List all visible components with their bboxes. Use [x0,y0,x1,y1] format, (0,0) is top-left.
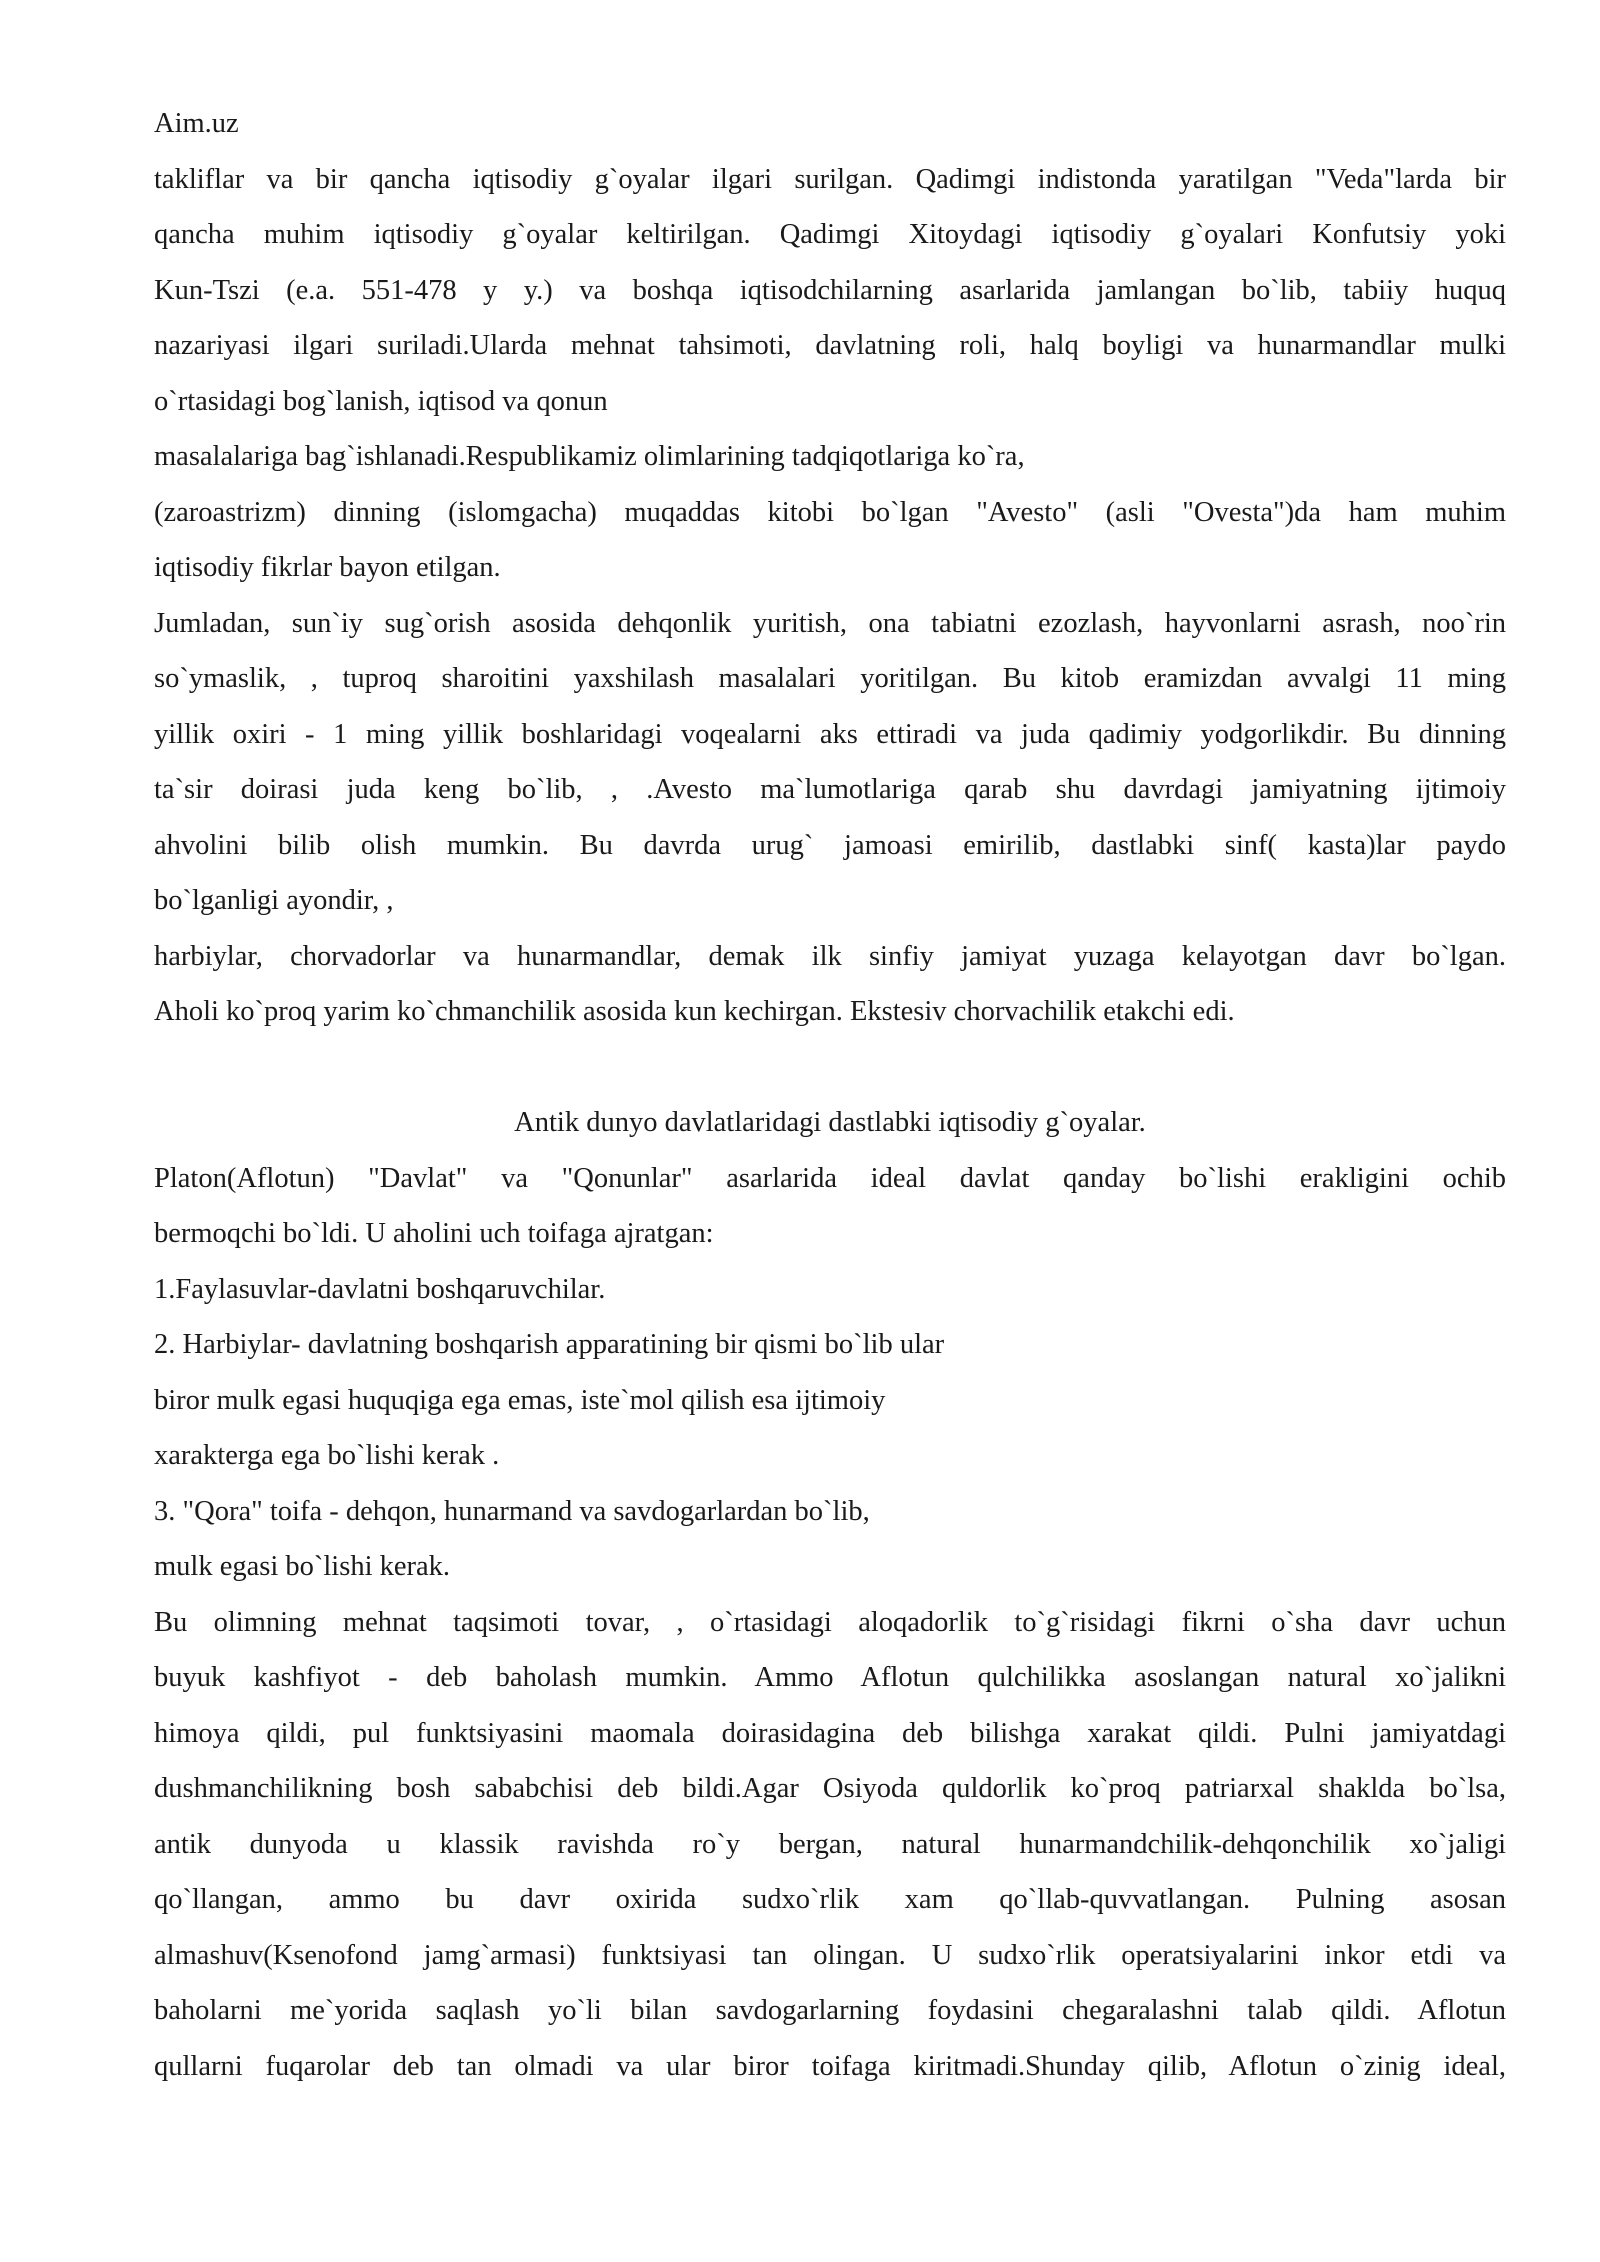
blank-line [154,1040,1506,1096]
text-line: xarakterga ega bo`lishi kerak . [154,1440,500,1471]
text-line: ta`sir doirasi juda keng bo`lib, , .Avesto ma`lumotlariga qarab shu davrdagi jamiyatning ijtimoiy [154,774,1506,805]
text-line: mulk egasi bo`lishi kerak. [154,1551,451,1582]
header-site: Aim.uz [154,108,239,139]
text-line: nazariyasi ilgari suriladi.Ularda mehnat tahsimoti, davlatning roli, halq boyligi va hunarmandlar mulki [154,330,1506,361]
text-line: iqtisodiy fikrlar bayon etilgan. [154,552,501,583]
text-line: bo`lganligi ayondir, , [154,885,394,916]
text-line: dushmanchilikning bosh sababchisi deb bildi.Agar Osiyoda quldorlik ko`proq patriarxal shaklda bo`lsa, [154,1773,1506,1804]
text-line: Aholi ko`proq yarim ko`chmanchilik asosida kun kechirgan. Ekstesiv chorvachilik etakchi edi. [154,996,1235,1027]
text-line: Jumladan, sun`iy sug`orish asosida dehqonlik yuritish, ona tabiatni ezozlash, hayvonlarni asrash, noo`rin [154,607,1506,639]
text-line: ahvolini bilib olish mumkin. Bu davrda urug` jamoasi emirilib, dastlabki sinf( kasta)lar paydo [154,829,1506,861]
text-line: (zaroastrizm) dinning (islomgacha) muqaddas kitobi bo`lgan "Avesto" (asli "Ovesta")da ham muhim [154,496,1506,528]
text-line: qullarni fuqarolar deb tan olmadi va ular biror toifaga kiritmadi.Shunday qilib, Aflotun o`zinig ideal, [154,2050,1506,2082]
document-page [154,96,1506,2094]
text-line: antik dunyoda u klassik ravishda ro`y bergan, natural hunarmandchilik-dehqonchilik xo`jaligi [154,1828,1506,1860]
text-line: almashuv(Ksenofond jamg`armasi) funktsiyasi tan olingan. U sudxo`rlik operatsiyalarini inkor etdi va [154,1939,1506,1971]
text-line: bermoqchi bo`ldi. U aholini uch toifaga ajratgan: [154,1218,714,1249]
text-line: himoya qildi, pul funktsiyasini maomala doirasidagina deb bilishga xarakat qildi. Pulni jamiyatdagi [154,1717,1506,1749]
list-item: 2. Harbiylar- davlatning boshqarish apparatining bir qismi bo`lib ular [154,1329,945,1360]
section-heading: Antik dunyo davlatlaridagi dastlabki iqtisodiy g`oyalar. [514,1107,1146,1138]
list-item: 1.Faylasuvlar-davlatni boshqaruvchilar. [154,1273,606,1305]
text-line: so`ymaslik, , tuproq sharoitini yaxshilash masalalari yoritilgan. Bu kitob eramizdan avvalgi 11 ming [154,663,1506,694]
text-line: takliflar va bir qancha iqtisodiy g`oyalar ilgari surilgan. Qadimgi indistonda yaratilgan "Veda"larda bir [154,163,1506,195]
text-line: qo`llangan, ammo bu davr oxirida sudxo`rlik xam qo`llab-quvvatlangan. Pulning asosan [154,1884,1506,1915]
text-line: harbiylar, chorvadorlar va hunarmandlar, demak ilk sinfiy jamiyat yuzaga kelayotgan davr bo`lgan. [154,940,1506,972]
text-line: yillik oxiri - 1 ming yillik boshlaridagi voqealarni aks ettiradi va juda qadimiy yodgorlikdir. Bu dinning [154,718,1506,750]
text-line: Kun-Tszi (e.a. 551-478 y y.) va boshqa iqtisodchilarning asarlarida jamlangan bo`lib, tabiiy huquq [154,274,1506,306]
text-line: Platon(Aflotun) "Davlat" va "Qonunlar" asarlarida ideal davlat qanday bo`lishi erakligini ochib [154,1162,1506,1194]
list-item: 3. "Qora" toifa - dehqon, hunarmand va savdogarlardan bo`lib, [154,1495,870,1527]
text-line: biror mulk egasi huquqiga ega emas, iste`mol qilish esa ijtimoiy [154,1384,886,1416]
text-line: masalalariga bag`ishlanadi.Respublikamiz olimlarining tadqiqotlariga ko`ra, [154,441,1025,472]
text-line: Bu olimning mehnat taqsimoti tovar, , o`rtasidagi aloqadorlik to`g`risidagi fikrni o`sha davr uchun [154,1606,1506,1638]
text-line: buyuk kashfiyot - deb baholash mumkin. Ammo Aflotun qulchilikka asoslangan natural xo`jalikni [154,1662,1506,1693]
text-line: qancha muhim iqtisodiy g`oyalar keltirilgan. Qadimgi Xitoydagi iqtisodiy g`oyalari Konfutsiy yoki [154,219,1506,250]
text-line: o`rtasidagi bog`lanish, iqtisod va qonun [154,385,608,417]
text-line: baholarni me`yorida saqlash yo`li bilan savdogarlarning foydasini chegaralashni talab qildi. Aflotun [154,1995,1506,2026]
